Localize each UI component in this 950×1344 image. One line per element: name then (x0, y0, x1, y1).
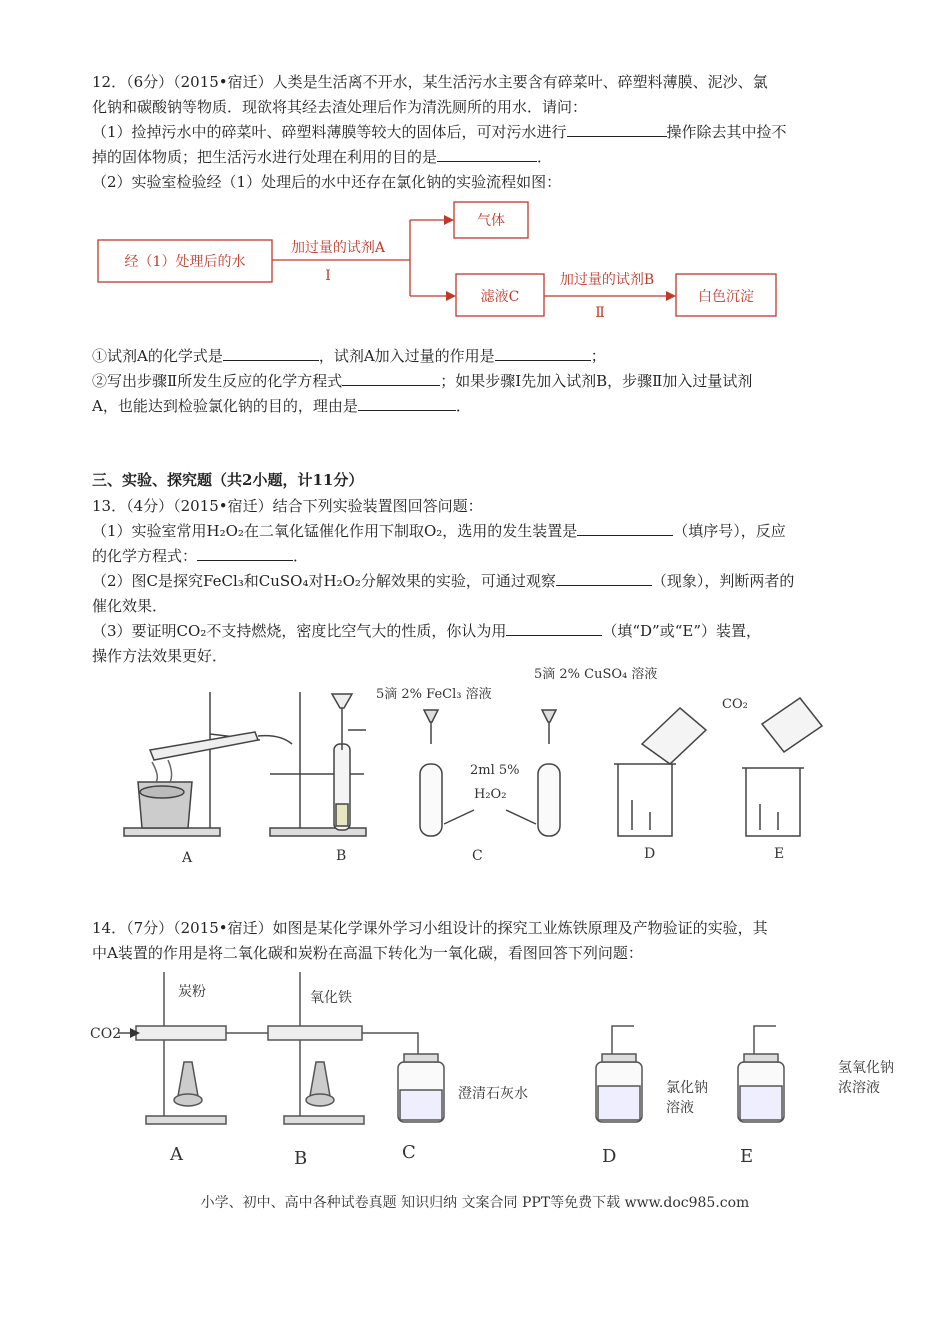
q12-purpose-text: 掉的固体物质；把生活污水进行处理在利用的目的是 (92, 148, 438, 166)
q12-line-5: （2）实验室检验经（1）处理后的水中还存在氯化钠的实验流程如图： (92, 173, 562, 191)
apparatus-e (742, 698, 822, 836)
h2o2-label: H₂O₂ (474, 787, 507, 802)
q12-part1-text: （1）捡掉污水中的碎菜叶、碎塑料薄膜等较大的固体后，可对污水进行 (92, 123, 567, 141)
figure-label-e: E (740, 1146, 754, 1167)
flow-reagent-a-label: 加过量的试剂A (290, 240, 386, 256)
cuso4-label: 5滴 2% CuSO₄ 溶液 (534, 667, 658, 682)
answer-blank[interactable] (342, 371, 440, 386)
q13-co2-text: （3）要证明CO₂不支持燃烧，密度比空气大的性质，你认为用 (92, 622, 507, 640)
q12-semicolon: ； (590, 347, 606, 365)
q13-line-7: 操作方法效果更好． (92, 647, 228, 665)
answer-blank[interactable] (506, 621, 602, 636)
apparatus-e (738, 1026, 784, 1122)
apparatus-b (270, 692, 366, 836)
q12-line-4 (92, 147, 552, 167)
q12-part1-text-2: 操作除去其中捡不 (666, 123, 787, 141)
answer-blank[interactable] (223, 346, 319, 361)
q12-reverse-text: ；如果步骤Ⅰ先加入试剂B，步骤Ⅱ加入过量试剂 (440, 372, 753, 390)
q13-line-1: 13．（4分）（2015•宿迁）结合下列实验装置图回答问题： (92, 497, 483, 515)
flow-chart (92, 196, 792, 326)
q12-line-6 (92, 346, 606, 366)
figure-label-e: E (774, 846, 785, 862)
answer-blank[interactable] (556, 571, 652, 586)
figure-label-a: A (170, 1144, 183, 1165)
q13-device-text: （1）实验室常用H₂O₂在二氧化锰催化作用下制取O₂，选用的发生装置是 (92, 522, 578, 540)
figure-label-a: A (182, 850, 193, 866)
q12-formula-text: ①试剂A的化学式是 (92, 347, 223, 365)
q14-line-1: 14．（7分）（2015•宿迁）如图是某化学课外学习小组设计的探究工业炼铁原理及产物验证的实验，其 (92, 919, 768, 937)
limewater-label: 澄清石灰水 (458, 1086, 528, 1102)
nacl-solution-label: 氯化钠 (666, 1080, 708, 1096)
q13-equation-text: 的化学方程式： (92, 547, 198, 565)
q13-co2-text-2: （填“D”或“E”）装置， (602, 622, 761, 640)
q13-line-3 (92, 546, 308, 566)
q12-excess-text: ，试剂A加入过量的作用是 (318, 347, 495, 365)
q12-line-8 (92, 396, 471, 416)
q12-purpose-end: ． (537, 148, 553, 166)
answer-blank[interactable] (437, 147, 537, 162)
q13-apparatus-figure (110, 664, 870, 874)
q13-equation-end: ． (293, 547, 309, 565)
q13-line-4 (92, 571, 794, 591)
arrow-head-icon (444, 215, 454, 225)
h2o2-concentration-label: 2ml 5% (470, 763, 520, 778)
q13-observe-text: （2）图C是探究FeCl₃和CuSO₄对H₂O₂分解效果的实验，可通过观察 (92, 572, 556, 590)
q12-line-7 (92, 371, 752, 391)
naoh-solution-label-2: 浓溶液 (838, 1080, 880, 1096)
answer-blank[interactable] (197, 546, 293, 561)
q14-apparatus-figure (88, 966, 918, 1172)
figure-label-b: B (294, 1148, 308, 1169)
flow-step1-label: Ⅰ (325, 268, 331, 284)
q13-line-2 (92, 521, 786, 541)
figure-label-c: C (402, 1142, 416, 1163)
flow-reagent-b-label: 加过量的试剂B (559, 272, 655, 288)
flow-filtrate-label: 滤液C (480, 289, 520, 305)
q14-line-2: 中A装置的作用是将二氧化碳和炭粉在高温下转化为一氧化碳，看图回答下列问题： (92, 944, 643, 962)
carbon-powder-label: 炭粉 (178, 984, 206, 1000)
apparatus-a (124, 692, 292, 836)
answer-blank[interactable] (577, 521, 673, 536)
figure-label-d: D (602, 1146, 617, 1167)
q12-line-1: 12．（6分）（2015•宿迁）人类是生活离不开水，某生活污水主要含有碎菜叶、碎塑料薄膜、泥沙、氯 (92, 73, 768, 91)
q13-observe-text-2: （现象），判断两者的 (651, 572, 795, 590)
q12-equation-text: ②写出步骤Ⅱ所发生反应的化学方程式 (92, 372, 343, 390)
apparatus-d (614, 708, 706, 836)
arrow-head-icon (666, 291, 676, 301)
flow-precipitate-label: 白色沉淀 (698, 289, 754, 305)
q13-device-text-2: （填序号），反应 (673, 522, 786, 540)
q12-reason-text: A，也能达到检验氯化钠的目的，理由是 (92, 397, 358, 415)
flow-start-label: 经（1）处理后的水 (124, 254, 246, 270)
flow-step2-label: Ⅱ (595, 305, 605, 321)
figure-label-c: C (472, 848, 483, 864)
naoh-solution-label: 氢氧化钠 (838, 1060, 894, 1076)
apparatus-c (398, 1054, 444, 1122)
page-footer: 小学、初中、高中各种试卷真题 知识归纳 文案合同 PPT等免费下载 www.doc985.com (200, 1195, 750, 1211)
figure-label-b: B (336, 848, 347, 864)
fecl3-label: 5滴 2% FeCl₃ 溶液 (376, 687, 492, 702)
nacl-solution-label-2: 溶液 (666, 1100, 694, 1116)
co2-label: CO₂ (722, 697, 748, 712)
arrow-head-icon (446, 291, 456, 301)
co2-inlet-label: CO2 (90, 1026, 122, 1042)
q13-line-5: 催化效果． (92, 597, 168, 615)
iron-oxide-label: 氧化铁 (310, 990, 352, 1006)
apparatus-d (596, 1026, 642, 1122)
q12-reason-end: ． (455, 397, 471, 415)
answer-blank[interactable] (567, 122, 667, 137)
section-3-title: 三、实验、探究题（共2小题，计11分） (92, 471, 364, 489)
figure-label-d: D (644, 846, 656, 862)
answer-blank[interactable] (495, 346, 591, 361)
q13-line-6 (92, 621, 761, 641)
q12-line-3 (92, 122, 787, 142)
flow-gas-label: 气体 (477, 213, 505, 229)
q12-line-2: 化钠和碳酸钠等物质．现欲将其经去渣处理后作为清洗厕所的用水．请问： (92, 98, 588, 116)
answer-blank[interactable] (358, 396, 456, 411)
